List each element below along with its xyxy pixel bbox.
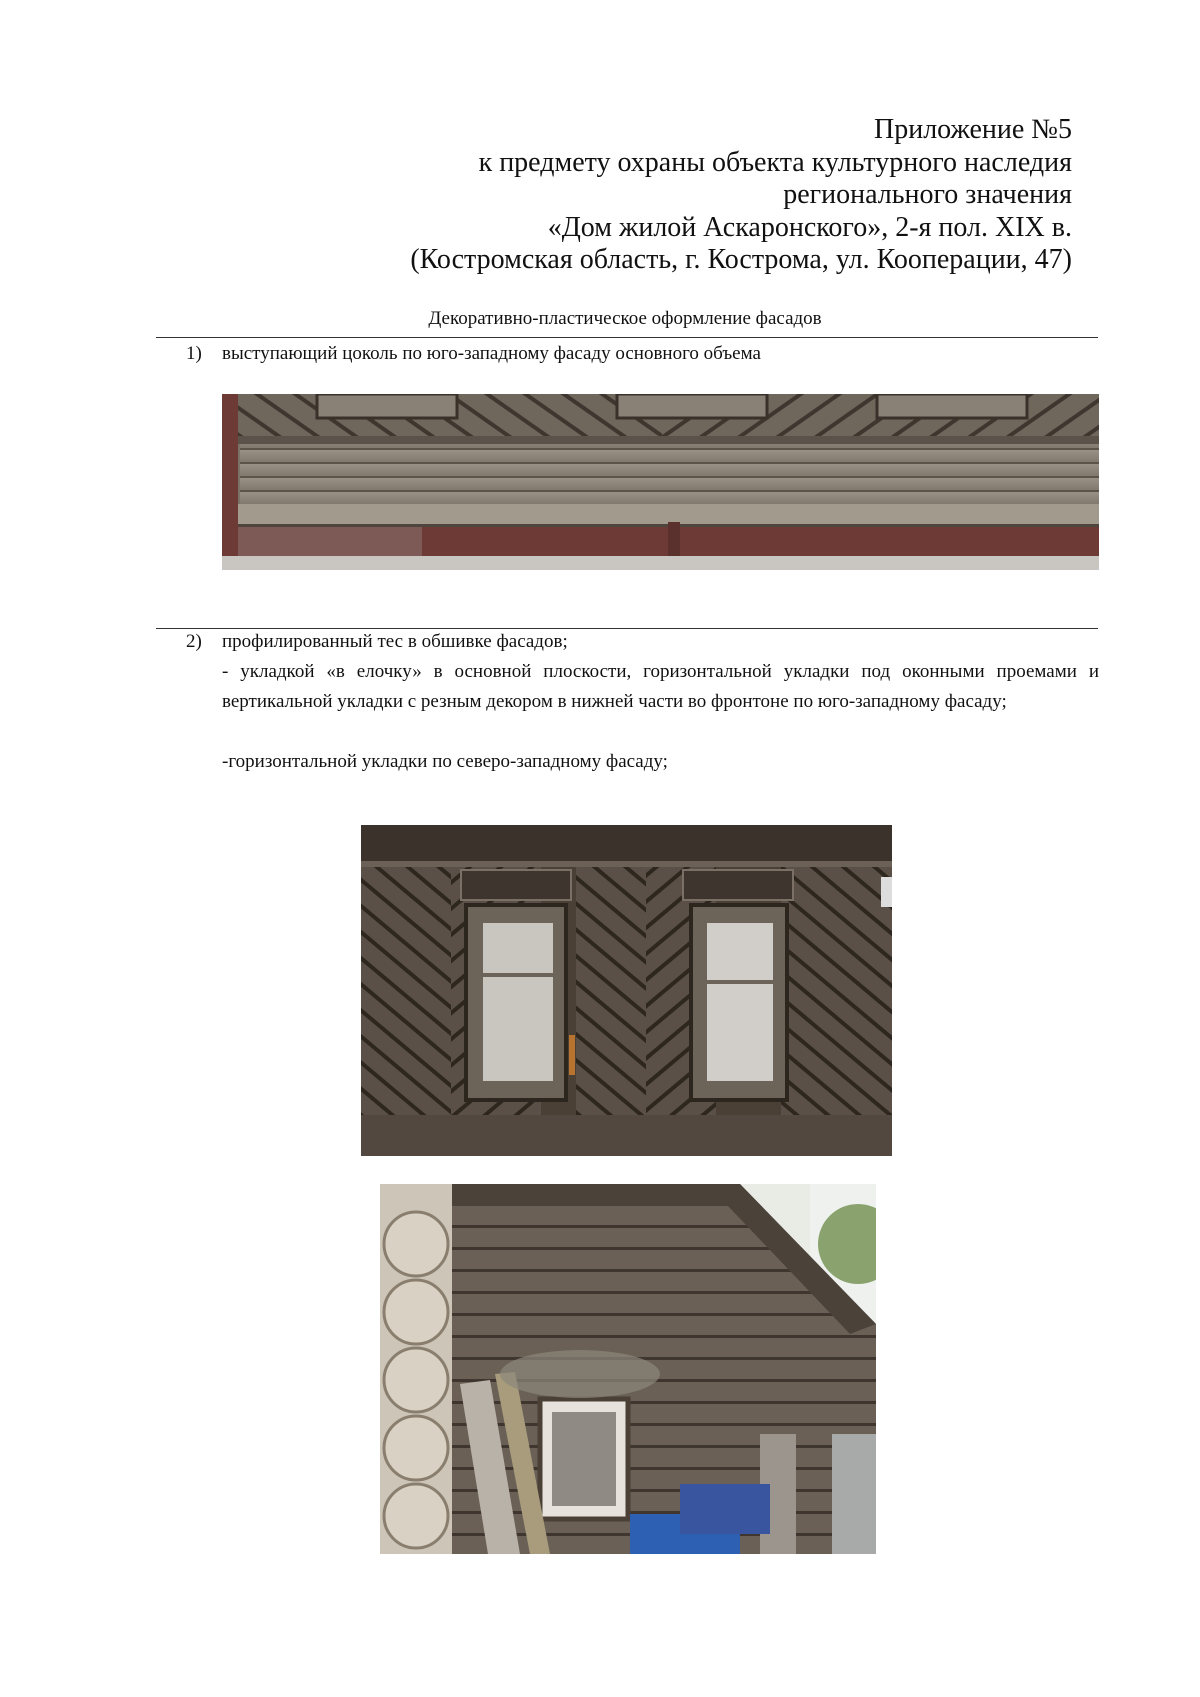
document-header	[410, 114, 1072, 277]
plinth-photo	[222, 394, 1099, 570]
section-title: Декоративно-пластическое оформление фасадов	[428, 308, 822, 329]
item-2-detail-1: - укладкой «в елочку» в основной плоскости, горизонтальной укладки под оконными проемами и вертикальной укладки с резным декором в нижней части во фронтоне по юго-западному фасаду;	[222, 661, 1099, 712]
divider-top	[156, 337, 1098, 338]
appendix-number: Приложение №5	[874, 114, 1072, 145]
northwest-facade-photo	[380, 1184, 876, 1554]
header-significance-line: регионального значения	[783, 179, 1072, 210]
header-address: (Костромская область, г. Кострома, ул. Кооперации, 47)	[410, 244, 1072, 275]
item-number: 2)	[186, 631, 202, 652]
header-subject-line: к предмету охраны объекта культурного наследия	[478, 146, 1072, 178]
herringbone-facade-photo	[361, 825, 892, 1156]
item-text: выступающий цоколь по юго-западному фасаду основного объема	[222, 343, 761, 364]
header-object-name: «Дом жилой Аскаронского», 2-я пол. XIX в.	[547, 211, 1072, 243]
item-number: 1)	[186, 343, 202, 364]
item-text: профилированный тес в обшивке фасадов;	[222, 631, 568, 652]
item-2-detail-2: -горизонтальной укладки по северо-западному фасаду;	[222, 751, 668, 772]
